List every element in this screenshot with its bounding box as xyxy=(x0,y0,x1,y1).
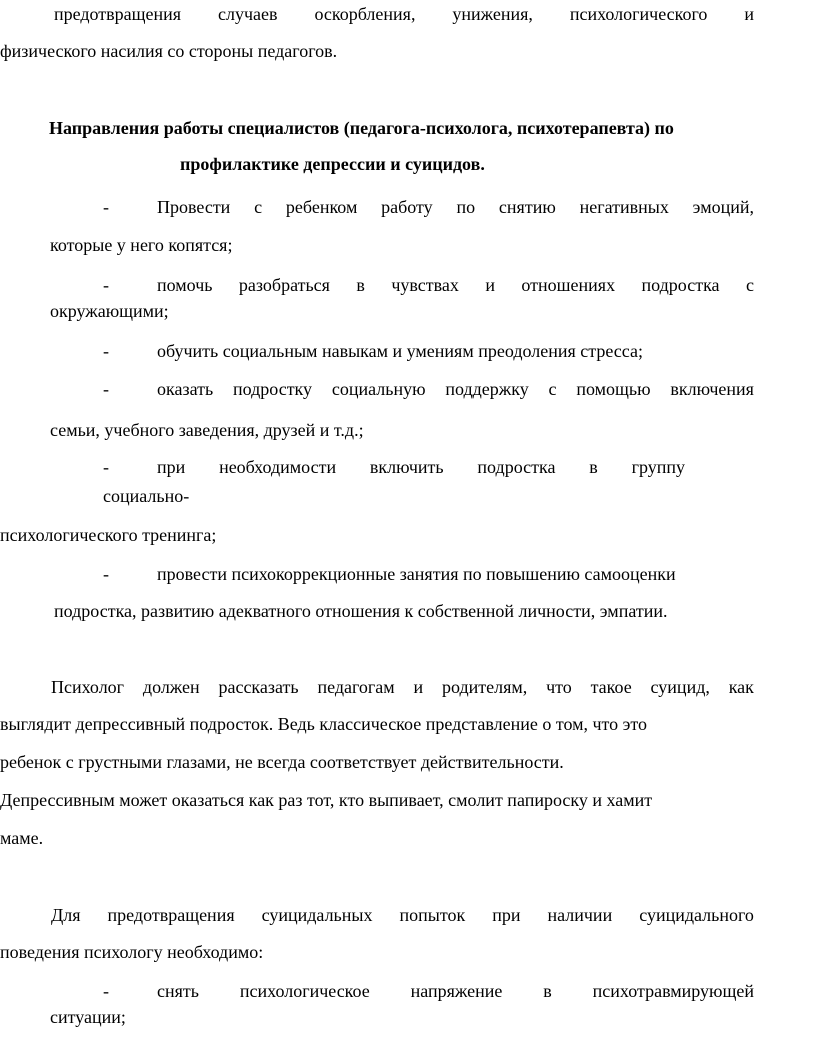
bullet-5-line-2: социально- xyxy=(103,486,190,506)
word: с xyxy=(254,197,263,217)
section-heading-line-1: Направления работы специалистов (педагога-психолога, психотерапевта) по xyxy=(49,118,674,138)
word: включения xyxy=(670,379,754,399)
word: должен xyxy=(142,677,200,697)
word: в xyxy=(356,275,365,295)
word: при xyxy=(492,905,521,925)
word: предотвращения xyxy=(107,905,235,925)
bullet-dash: - xyxy=(103,379,109,399)
word: и xyxy=(485,275,495,295)
word: предотвращения xyxy=(54,4,182,24)
paragraph-1-line-2: выглядит депрессивный подросток. Ведь классическое представление о том, что это xyxy=(0,714,648,734)
word: случаев xyxy=(218,4,278,24)
bullet-dash: - xyxy=(103,981,109,1001)
bullet-dash: - xyxy=(103,457,109,477)
word: подростка xyxy=(641,275,720,295)
paragraph-2-line-2: поведения психологу необходимо: xyxy=(0,942,264,962)
bullet-6-line-2: подростка, развитию адекватного отношения к собственной личности, эмпатии. xyxy=(54,601,668,621)
paragraph-1-line-5: маме. xyxy=(0,828,44,848)
word: снятию xyxy=(498,197,556,217)
word: подростка xyxy=(477,457,556,477)
word: подростку xyxy=(232,379,313,399)
bullet-7-line-1 xyxy=(157,980,754,1002)
word: психологического xyxy=(569,4,708,24)
word: суицидального xyxy=(639,905,754,925)
bullet-dash: - xyxy=(103,341,109,361)
bullet-3-line-1: обучить социальным навыкам и умениям преодоления стресса; xyxy=(157,341,643,361)
word: по xyxy=(456,197,476,217)
bullet-dash: - xyxy=(103,564,109,584)
bullet-2-line-1 xyxy=(157,274,754,296)
bullet-5-line-1 xyxy=(157,456,685,478)
word: что xyxy=(546,677,572,697)
word: педагогам xyxy=(317,677,395,697)
bullet-dash: - xyxy=(103,197,109,217)
word: Провести xyxy=(157,197,231,217)
word: работу xyxy=(381,197,433,217)
paragraph-1-line-1 xyxy=(51,676,754,698)
word: в xyxy=(589,457,598,477)
word: и xyxy=(744,4,754,24)
word: оскорбления, xyxy=(314,4,416,24)
word: наличии xyxy=(547,905,613,925)
word: Для xyxy=(51,905,81,925)
word: и xyxy=(413,677,424,697)
bullet-7-line-2: ситуации; xyxy=(50,1007,126,1027)
word: негативных xyxy=(579,197,669,217)
bullet-6-line-1: провести психокоррекционные занятия по повышению самооценки xyxy=(157,564,676,584)
word: социальную xyxy=(331,379,426,399)
word: включить xyxy=(369,457,444,477)
word: помощью xyxy=(576,379,651,399)
word: оказать xyxy=(157,379,214,399)
word: с xyxy=(548,379,557,399)
word: в xyxy=(543,981,552,1001)
word: унижения, xyxy=(452,4,533,24)
word: ребенком xyxy=(285,197,358,217)
word: с xyxy=(745,275,754,295)
word: как xyxy=(728,677,754,697)
word: рассказать xyxy=(218,677,299,697)
word: группу xyxy=(631,457,685,477)
bullet-1-line-2: которые у него копятся; xyxy=(50,235,233,255)
word: эмоций, xyxy=(692,197,754,217)
paragraph-2-line-1 xyxy=(51,904,754,926)
word: Психолог xyxy=(51,677,125,697)
intro-line-2: физического насилия со стороны педагогов. xyxy=(0,41,338,61)
word: родителям, xyxy=(441,677,528,697)
bullet-4-line-2: семьи, учебного заведения, друзей и т.д.; xyxy=(50,420,364,440)
word: поддержку xyxy=(445,379,529,399)
word: напряжение xyxy=(410,981,503,1001)
paragraph-1-line-4: Депрессивным может оказаться как раз тот, кто выпивает, смолит папироску и хамит xyxy=(0,790,653,810)
word: попыток xyxy=(399,905,466,925)
word: суицидальных xyxy=(261,905,373,925)
bullet-2-line-2: окружающими; xyxy=(50,301,169,321)
word: чувствах xyxy=(391,275,459,295)
word: отношениях xyxy=(521,275,616,295)
word: разобраться xyxy=(238,275,330,295)
word: психологическое xyxy=(239,981,370,1001)
word: суицид, xyxy=(650,677,710,697)
bullet-4-line-1 xyxy=(157,378,754,400)
bullet-5-line-3: психологического тренинга; xyxy=(0,525,217,545)
intro-line-1 xyxy=(54,3,754,25)
word: такое xyxy=(590,677,632,697)
word: помочь xyxy=(157,275,213,295)
word: необходимости xyxy=(219,457,337,477)
section-heading-line-2: профилактике депрессии и суицидов. xyxy=(180,154,485,174)
word: при xyxy=(157,457,186,477)
word: снять xyxy=(157,981,199,1001)
bullet-dash: - xyxy=(103,275,109,295)
bullet-1-line-1 xyxy=(157,196,754,218)
paragraph-1-line-3: ребенок с грустными глазами, не всегда соответствует действительности. xyxy=(0,752,564,772)
word: психотравмирующей xyxy=(592,981,754,1001)
